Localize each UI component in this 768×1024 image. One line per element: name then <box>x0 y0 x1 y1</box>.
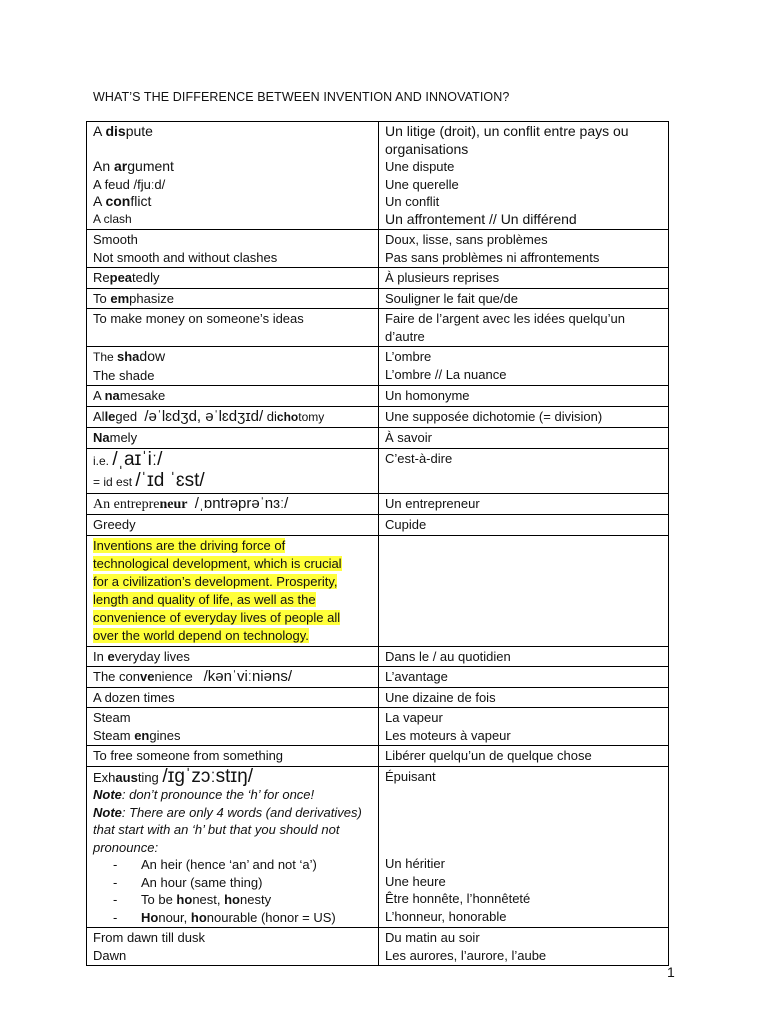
french-cell: Faire de l’argent avec les idées quelqu’un d’autre <box>379 309 669 347</box>
table-row <box>87 535 669 646</box>
english-cell: A dispute An argument A feud /fjuːd/ A conflict A clash <box>87 122 379 230</box>
french-cell: C’est-à-dire <box>379 448 669 493</box>
french-cell: Dans le / au quotidien <box>379 646 669 667</box>
french-cell: Souligner le fait que/de <box>379 288 669 309</box>
table-row <box>87 448 669 493</box>
table-row <box>87 288 669 309</box>
french-cell <box>379 535 669 646</box>
english-cell: The shadow The shade <box>87 347 379 386</box>
english-cell: A dozen times <box>87 687 379 708</box>
french-cell: Une supposée dichotomie (= division) <box>379 406 669 428</box>
english-cell: A namesake <box>87 386 379 407</box>
english-cell: Exhausting /ɪgˈzɔːstɪŋ/ Note: don’t pronounce the ‘h’ for once! Note: There are only 4 words (and derivatives) that start with an ‘h’ but that you should not pronounce: - An heir (hence ‘an’ and not ‘a’) - An hour (same thing) - To be honest, honesty - Honour, honourable (honor = US) <box>87 766 379 928</box>
english-cell: From dawn till dusk Dawn <box>87 928 379 966</box>
list-item: - An hour (same thing) <box>93 874 372 892</box>
pronunciation: /ˌaɪˈiː/ <box>112 448 163 470</box>
document-title: WHAT’S THE DIFFERENCE BETWEEN INVENTION AND INNOVATION? <box>93 90 510 104</box>
pronunciation: /əˈlɛdʒd, əˈlɛdʒɪd/ <box>144 407 264 425</box>
english-cell: Namely <box>87 428 379 449</box>
french-cell: Épuisant Un héritier Une heure Être honnête, l’honnêteté L’honneur, honorable <box>379 766 669 928</box>
list-item: - To be honest, honesty <box>93 891 372 909</box>
table-row <box>87 928 669 966</box>
english-cell: Greedy <box>87 515 379 536</box>
table-row <box>87 708 669 746</box>
english-cell: Smooth Not smooth and without clashes <box>87 230 379 268</box>
english-cell: Steam Steam engines <box>87 708 379 746</box>
table-row <box>87 230 669 268</box>
english-cell: An entrepreneur /ˌɒntrəprəˈnɜː/ <box>87 493 379 515</box>
english-cell: To emphasize <box>87 288 379 309</box>
table-row <box>87 667 669 688</box>
french-cell: Doux, lisse, sans problèmes Pas sans problèmes ni affrontements <box>379 230 669 268</box>
table-row <box>87 386 669 407</box>
table-row <box>87 309 669 347</box>
table-row <box>87 122 669 230</box>
table-row <box>87 347 669 386</box>
pronunciation: /ˈɪd ˈɛst/ <box>135 469 205 491</box>
table-row <box>87 687 669 708</box>
french-cell: Cupide <box>379 515 669 536</box>
pronunciation: /ɪgˈzɔːstɪŋ/ <box>162 765 253 787</box>
english-cell: To free someone from something <box>87 746 379 767</box>
table-row <box>87 493 669 515</box>
list-item: - An heir (hence ‘an’ and not ‘a’) <box>93 856 372 874</box>
table-row <box>87 746 669 767</box>
english-cell: The convenience /kənˈviːniəns/ <box>87 667 379 688</box>
french-cell: Libérer quelqu’un de quelque chose <box>379 746 669 767</box>
table-row <box>87 646 669 667</box>
french-cell: L’ombre L’ombre // La nuance <box>379 347 669 386</box>
highlighted-paragraph-cell: Inventions are the driving force of technological development, which is crucial for a civilization’s development. Prosperity, length and quality of life, as well as the convenience of everyday lives of people all over the world depend on technology. <box>87 535 379 646</box>
english-cell: i.e. /ˌaɪˈiː/ = id est /ˈɪd ˈɛst/ <box>87 448 379 493</box>
pronunciation: /ˌɒntrəprəˈnɜː/ <box>194 494 289 512</box>
table-row <box>87 268 669 289</box>
page-number: 1 <box>667 964 675 980</box>
english-cell: To make money on someone’s ideas <box>87 309 379 347</box>
list-item: - Honour, honourable (honor = US) <box>93 909 372 927</box>
french-cell: La vapeur Les moteurs à vapeur <box>379 708 669 746</box>
table-row <box>87 406 669 428</box>
english-cell: In everyday lives <box>87 646 379 667</box>
french-cell: Un homonyme <box>379 386 669 407</box>
french-cell: Une dizaine de fois <box>379 687 669 708</box>
french-cell: Un entrepreneur <box>379 493 669 515</box>
table-row <box>87 515 669 536</box>
silent-h-list <box>93 856 372 926</box>
table-row <box>87 766 669 928</box>
french-cell: Un litige (droit), un conflit entre pays ou organisations Une dispute Une querelle Un conflit Un affrontement // Un différend <box>379 122 669 230</box>
french-cell: Du matin au soir Les aurores, l’aurore, l’aube <box>379 928 669 966</box>
french-cell: À savoir <box>379 428 669 449</box>
french-cell: À plusieurs reprises <box>379 268 669 289</box>
english-cell: Repeatedly <box>87 268 379 289</box>
table-row <box>87 428 669 449</box>
french-cell: L’avantage <box>379 667 669 688</box>
pronunciation: /kənˈviːniəns/ <box>203 668 292 685</box>
english-cell: Alleged /əˈlɛdʒd, əˈlɛdʒɪd/ dichotomy <box>87 406 379 428</box>
vocabulary-table <box>86 121 669 966</box>
